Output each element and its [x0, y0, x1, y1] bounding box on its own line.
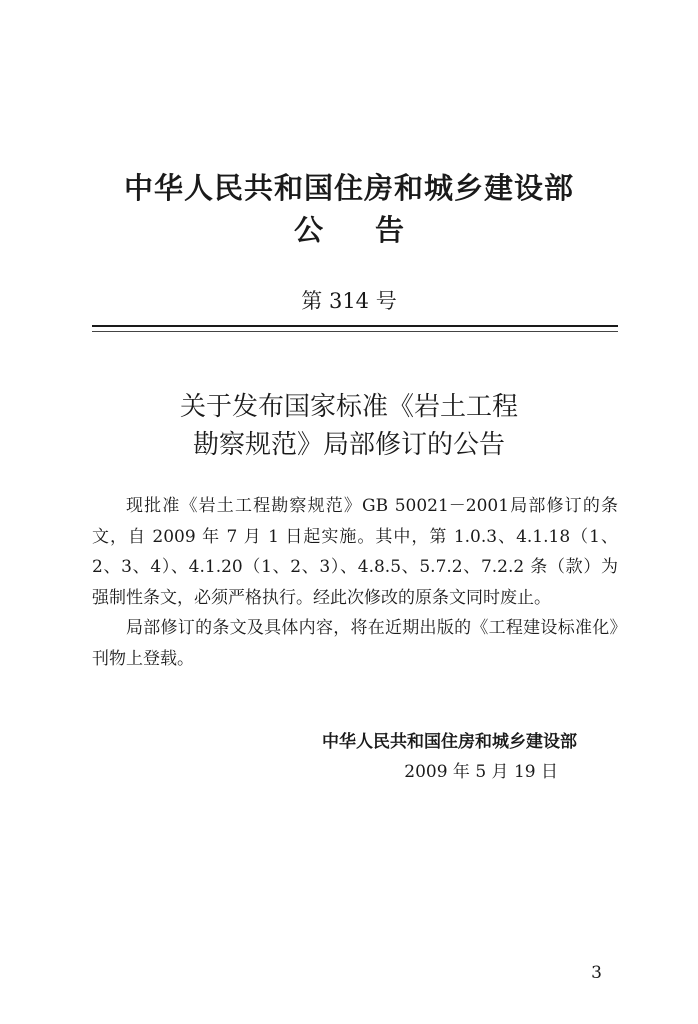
subject-title-line-2: 勘察规范》局部修订的公告	[192, 430, 505, 460]
ministry-title: 中华人民共和国住房和城乡建设部	[123, 171, 574, 205]
signature-date: 2009 年 5 月 19 日	[404, 762, 558, 782]
subject-title-line-1: 关于发布国家标准《岩土工程	[179, 392, 518, 422]
notice-heading: 公告	[293, 213, 456, 247]
subject-title	[0, 388, 698, 464]
notice-body	[92, 491, 618, 674]
body-paragraph-1: 现批准《岩土工程勘察规范》GB 50021－2001局部修订的条文，自 2009 年 7 月 1 日起实施。其中，第 1.0.3、4.1.18（1、2、3、4）、4.1.20（1、2、3）、4.8.5、5.7.2、7.2.2 条（款）为强制性条文，必须严格执行。经此次修改的原条文同时废止。	[92, 496, 618, 608]
signature-organization: 中华人民共和国住房和城乡建设部	[322, 732, 577, 752]
header-divider-thick	[92, 325, 618, 327]
page-number: 3	[591, 963, 602, 983]
notice-number: 第 314 号	[301, 289, 397, 313]
header-divider-thin	[92, 331, 618, 332]
body-paragraph-2: 局部修订的条文及具体内容，将在近期出版的《工程建设标准化》刊物上登载。	[92, 618, 618, 669]
